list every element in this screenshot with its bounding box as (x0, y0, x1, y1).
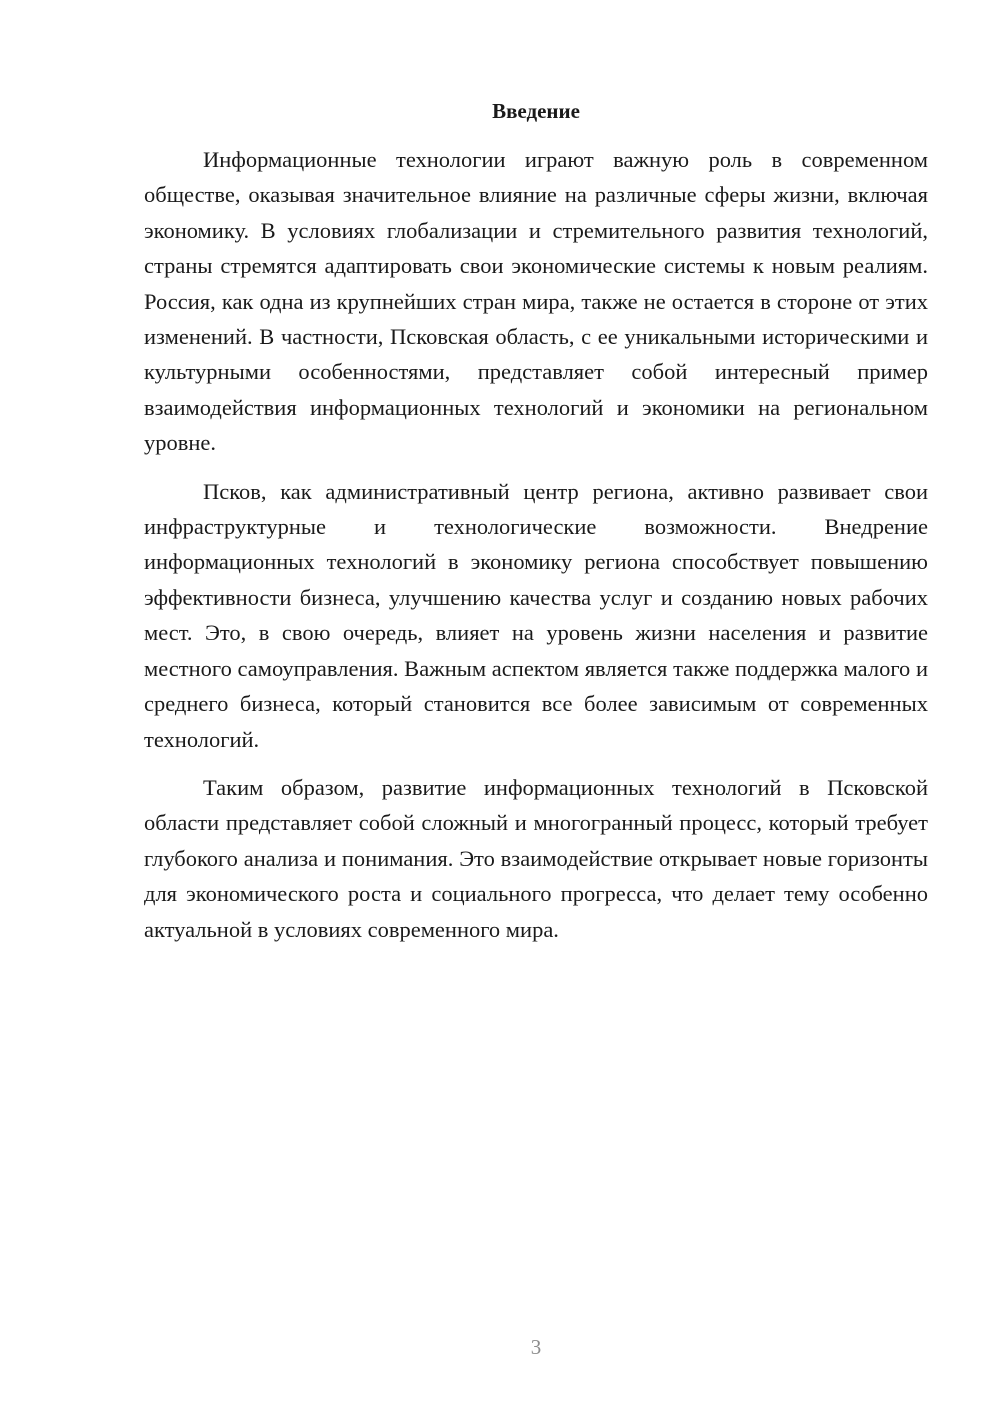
paragraph-2: Псков, как административный центр региона, активно развивает свои инфраструктурные и технологические возможности. Внедрение информационных технологий в экономику региона способствует повышению эффективности бизнеса, улучшению качества услуг и созданию новых рабочих мест. Это, в свою очередь, влияет на уровень жизни населения и развитие местного самоуправления. Важным аспектом является также поддержка малого и среднего бизнеса, который становится все более зависимым от современных технологий. (144, 478, 928, 752)
section-heading: Введение (492, 99, 580, 123)
paragraph-1: Информационные технологии играют важную роль в современном обществе, оказывая значительное влияние на различные сферы жизни, включая экономику. В условиях глобализации и стремительного развития технологий, страны стремятся адаптировать свои экономические системы к новым реалиям. Россия, как одна из крупнейших стран мира, также не остается в стороне от этих изменений. В частности, Псковская область, с ее уникальными историческими и культурными особенностями, представляет собой интересный пример взаимодействия информационных технологий и экономики на региональном уровне. (144, 147, 928, 456)
body-text (144, 142, 928, 960)
page-number: 3 (530, 1335, 542, 1359)
paragraph-3: Таким образом, развитие информационных технологий в Псковской области представляет собой сложный и многогранный процесс, который требует глубокого анализа и понимания. Это взаимодействие открывает новые горизонты для экономического роста и социального прогресса, что делает тему особенно актуальной в условиях современного мира. (144, 774, 928, 942)
